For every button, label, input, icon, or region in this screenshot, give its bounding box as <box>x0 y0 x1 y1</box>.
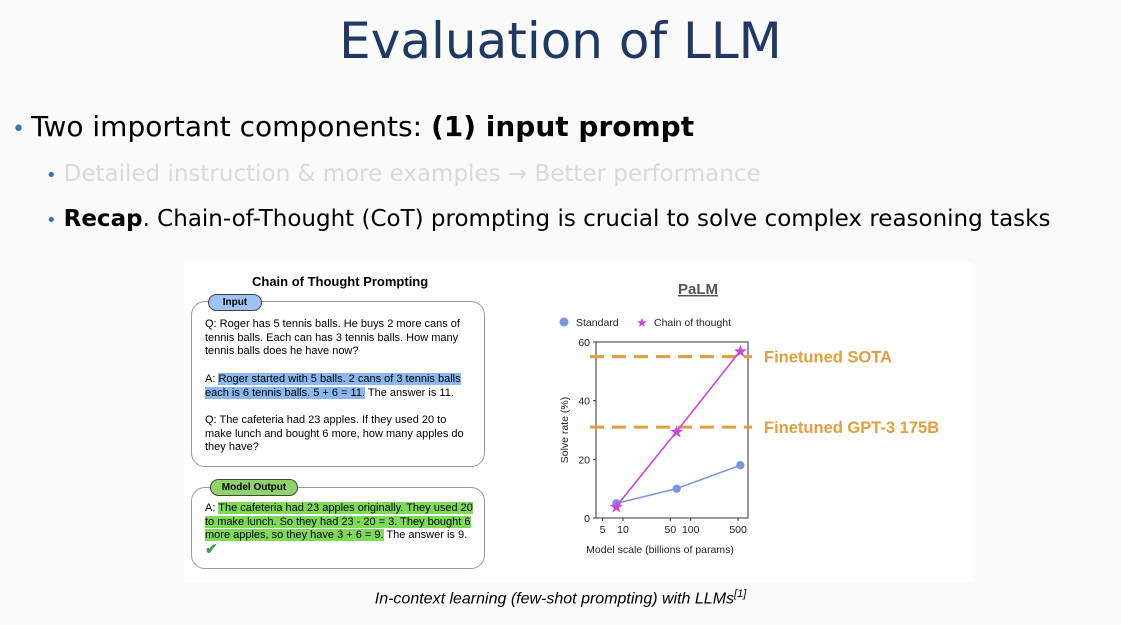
checkmark-icon: ✔ <box>205 540 218 558</box>
caption-text: In-context learning (few-shot prompting) with LLMs <box>374 590 735 608</box>
legend-standard-marker <box>560 318 569 327</box>
reference-line-label: Finetuned SOTA <box>764 348 893 367</box>
input-question-1: Q: Roger has 5 tennis balls. He buys 2 more cans of tennis balls. Each can has 3 tennis balls. How many tennis balls does he have now? <box>205 318 460 357</box>
x-tick-label: 10 <box>617 524 629 536</box>
x-axis-label: Model scale (billions of params) <box>586 544 734 556</box>
x-tick-label: 500 <box>729 524 747 536</box>
answer-2-reasoning-highlight: The cafeteria had 23 apples originally. They used 20 to make lunch. So they had 23 - 20 = 3. They bought 6 more apples, so they have 3 + 6 = 9. <box>205 502 473 541</box>
y-tick-label: 60 <box>578 337 590 349</box>
bullet-recap-text: . Chain-of-Thought (CoT) prompting is crucial to solve complex reasoning tasks <box>142 206 1051 232</box>
bullet-recap-bold: Recap <box>63 206 143 232</box>
answer-1-prefix: A: <box>205 373 219 385</box>
reference-line-label: Finetuned GPT-3 175B <box>764 419 940 438</box>
answer-2-suffix: The answer is 9. <box>383 529 468 541</box>
answer-1-suffix: The answer is 11. <box>365 386 454 399</box>
y-axis-label: Solve rate (%) <box>559 396 571 464</box>
legend-cot-label: Chain of thought <box>654 317 732 329</box>
input-question-2: Q: The cafeteria had 23 apples. If they used 20 to make lunch and bought 6 more, how many apples do they have? <box>205 414 464 453</box>
answer-2-prefix: A: <box>205 502 219 514</box>
data-point-cot-star: ★ <box>732 341 748 361</box>
data-point-cot-star: ★ <box>608 497 625 517</box>
bullet-dot-icon: • <box>12 117 25 142</box>
caption-reference: [1] <box>734 588 747 600</box>
input-label: Input <box>208 294 262 311</box>
bullet-dot-icon: • <box>46 210 57 231</box>
legend-standard-label: Standard <box>576 317 619 329</box>
model-output-label: Model Output <box>210 479 298 496</box>
data-point-standard <box>672 484 680 492</box>
bullet-components-bold: (1) input prompt <box>430 110 695 143</box>
legend-cot-marker: ★ <box>636 315 648 330</box>
x-tick-label: 50 <box>664 524 677 536</box>
data-point-standard <box>736 461 744 469</box>
x-tick-label: 100 <box>681 524 700 536</box>
cot-title: Chain of Thought Prompting <box>252 274 429 289</box>
figure-caption <box>0 588 1121 608</box>
x-tick-label: 5 <box>599 524 606 536</box>
answer-1-reasoning-highlight: Roger started with 5 balls. 2 cans of 3 tennis balls each is 6 tennis balls. 5 + 6 = 11. <box>205 373 461 399</box>
y-tick-label: 20 <box>578 454 590 467</box>
y-tick-label: 0 <box>584 513 590 525</box>
chart-title: PaLM <box>677 281 719 298</box>
data-point-cot-star: ★ <box>669 422 685 442</box>
slide-title: Evaluation of LLM <box>339 12 782 70</box>
bullet-dot-icon: • <box>46 165 57 186</box>
bullet-components-text: Two important components: <box>30 110 431 143</box>
bullet-detailed-instruction-text: Detailed instruction & more examples → Better performance <box>63 161 761 187</box>
y-tick-label: 40 <box>578 395 590 408</box>
